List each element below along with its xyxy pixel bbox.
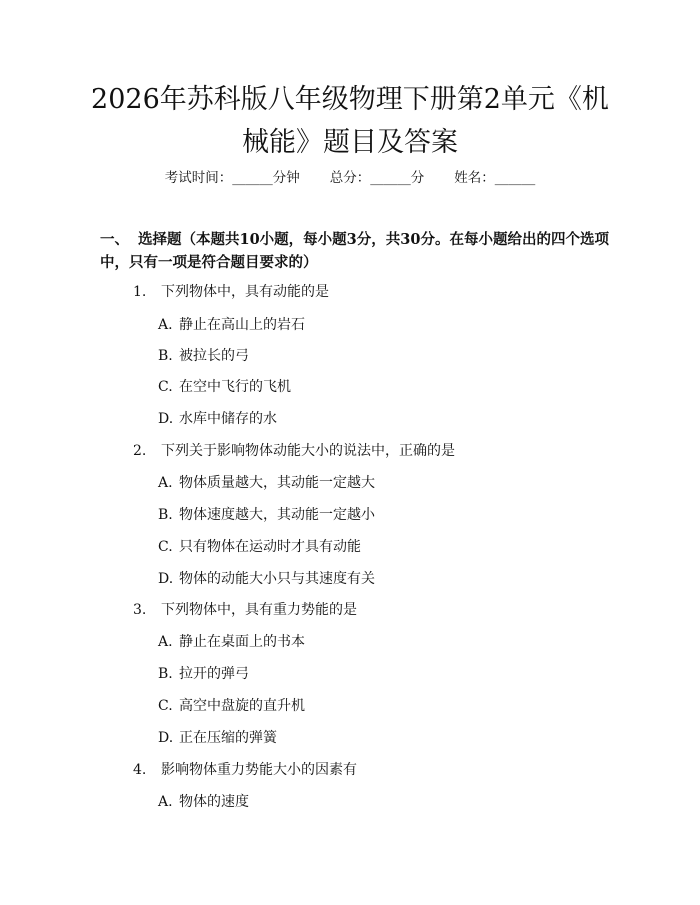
option-text: 物体的动能大小只与其速度有关: [179, 571, 375, 587]
option-text: 被拉长的弓: [179, 348, 249, 364]
question-text: 下列物体中，具有动能的是: [161, 284, 329, 300]
option-text: 正在压缩的弹簧: [179, 730, 277, 746]
section-number: 一、: [100, 231, 129, 248]
option-2d: [158, 569, 375, 589]
option-letter: B.: [158, 348, 173, 364]
option-letter: B.: [158, 507, 173, 523]
question-text: 下列物体中，具有重力势能的是: [161, 602, 357, 618]
option-4a: [158, 792, 249, 812]
option-1d: [158, 409, 277, 429]
option-3b: [158, 664, 249, 684]
question-number: 3.: [133, 602, 147, 618]
section-heading: [100, 228, 620, 274]
option-3c: [158, 696, 305, 716]
option-letter: D.: [158, 571, 174, 587]
option-2b: [158, 505, 375, 525]
option-text: 只有物体在运动时才具有动能: [179, 539, 361, 555]
exam-meta: [0, 166, 700, 186]
option-letter: D.: [158, 730, 174, 746]
question-2: [133, 441, 455, 461]
option-text: 静止在桌面上的书本: [179, 634, 305, 650]
question-number: 4.: [133, 762, 147, 778]
option-text: 静止在高山上的岩石: [179, 317, 305, 333]
option-text: 高空中盘旋的直升机: [179, 698, 305, 714]
option-letter: C.: [158, 539, 173, 555]
option-3a: [158, 632, 305, 652]
option-1a: [158, 315, 305, 335]
option-letter: A.: [158, 794, 173, 810]
question-1: [133, 282, 329, 302]
option-letter: A.: [158, 475, 173, 491]
option-text: 物体速度越大，其动能一定越小: [179, 507, 375, 523]
question-text: 影响物体重力势能大小的因素有: [161, 762, 357, 778]
option-letter: D.: [158, 411, 174, 427]
question-4: [133, 760, 357, 780]
option-2c: [158, 537, 361, 557]
total-score: 总分：______分: [329, 170, 425, 186]
option-text: 水库中储存的水: [179, 411, 277, 427]
option-1c: [158, 377, 291, 397]
option-letter: A.: [158, 317, 173, 333]
question-number: 2.: [133, 443, 147, 459]
exam-time: 考试时间：______分钟: [164, 170, 300, 186]
option-letter: C.: [158, 379, 173, 395]
option-text: 在空中飞行的飞机: [179, 379, 291, 395]
student-name: 姓名：______: [454, 170, 536, 186]
option-2a: [158, 473, 375, 493]
question-text: 下列关于影响物体动能大小的说法中，正确的是: [161, 443, 455, 459]
option-letter: A.: [158, 634, 173, 650]
option-text: 物体的速度: [179, 794, 249, 810]
option-letter: C.: [158, 698, 173, 714]
question-3: [133, 600, 357, 620]
option-text: 物体质量越大，其动能一定越大: [179, 475, 375, 491]
option-text: 拉开的弹弓: [179, 666, 249, 682]
option-3d: [158, 728, 277, 748]
option-1b: [158, 346, 249, 366]
option-letter: B.: [158, 666, 173, 682]
section-instructions: 选择题（本题共10小题，每小题3分，共30分。在每小题给出的四个选项中，只有一项是符合题目要求的）: [100, 231, 609, 271]
document-title: 2026年苏科版八年级物理下册第2单元《机械能》题目及答案: [91, 84, 609, 158]
question-number: 1.: [133, 284, 147, 300]
